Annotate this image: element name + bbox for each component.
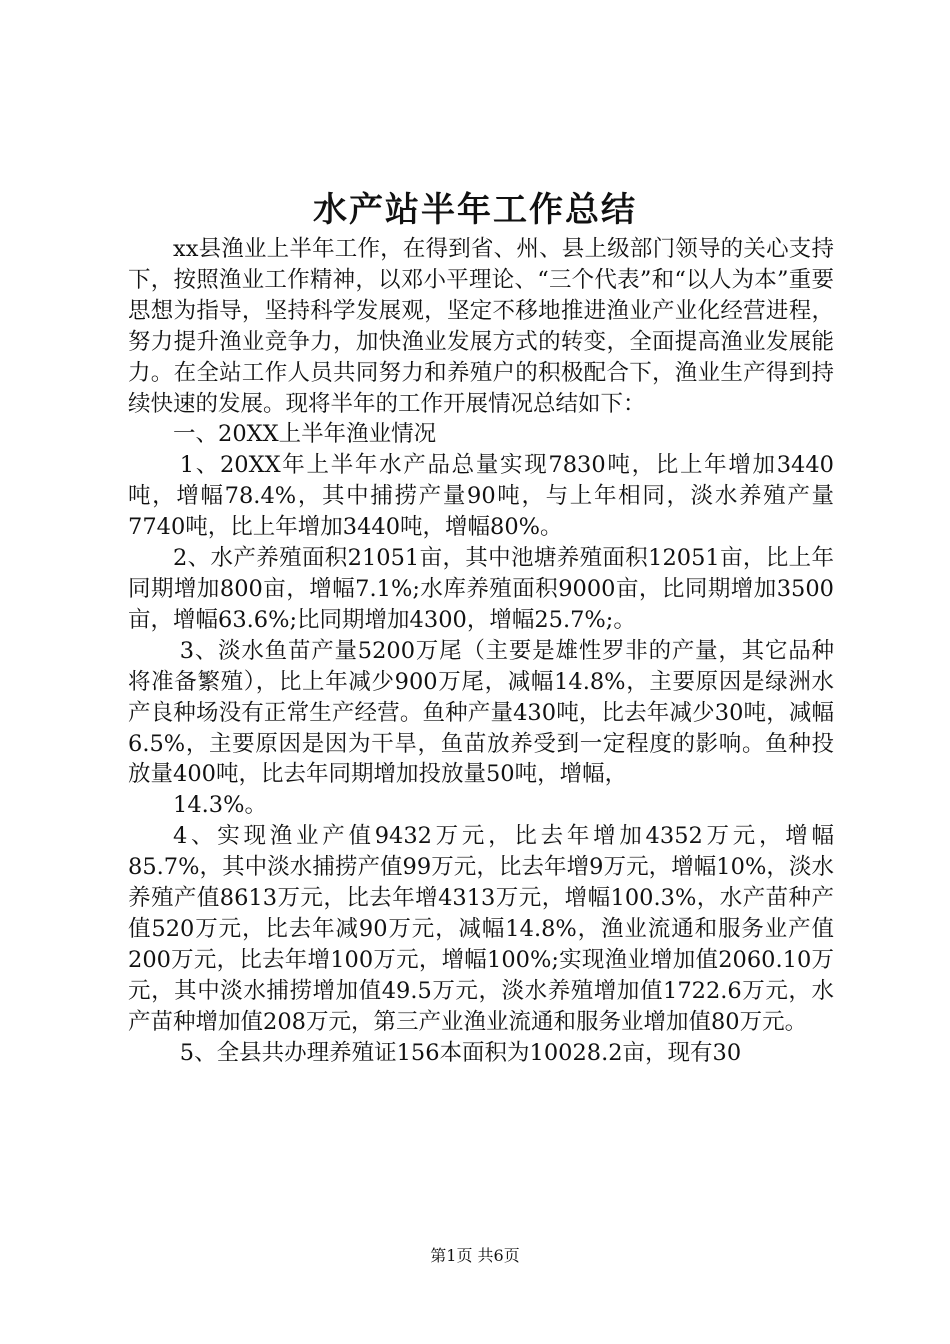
paragraph-item-5: 5、全县共办理养殖证156本面积为10028.2亩，现有30 bbox=[179, 1039, 742, 1066]
document-title: 水产站半年工作总结 bbox=[313, 190, 637, 230]
paragraph-intro: xx县渔业上半年工作，在得到省、州、县上级部门领导的关心支持下，按照渔业工作精神，以邓小平理论、“三个代表”和“以人为本”重要思想为指导，坚持科学发展观，坚定不移地推进渔业产业化经营进程，努力提升渔业竞争力，加快渔业发展方式的转变，全面提高渔业发展能力。在全站工作人员共同努力和养殖户的积极配合下，渔业生产得到持续快速的发展。现将半年的工作开展情况总结如下： bbox=[128, 236, 834, 417]
paragraph-item-2: 2、水产养殖面积21051亩，其中池塘养殖面积12051亩，比上年同期增加800亩，增幅7.1%;水库养殖面积9000亩，比同期增加3500亩，增幅63.6%;比同期增加4300，增幅25.7%;。 bbox=[128, 545, 834, 633]
document-body bbox=[128, 234, 834, 1068]
paragraph-item-3-continuation: 14.3%。 bbox=[173, 792, 267, 819]
paragraph-item-1: 1、20XX年上半年水产品总量实现7830吨，比上年增加3440吨，增幅78.4%，其中捕捞产量90吨，与上年相同，淡水养殖产量7740吨，比上年增加3440吨，增幅80%。 bbox=[128, 452, 834, 541]
paragraph-item-3: 3、淡水鱼苗产量5200万尾（主要是雄性罗非的产量，其它品种将准备繁殖），比上年减少900万尾，减幅14.8%，主要原因是绿洲水产良种场没有正常生产经营。鱼种产量430吨，比去年减少30吨，减幅6.5%，主要原因是因为干旱，鱼苗放养受到一定程度的影响。鱼种投放量400吨，比去年同期增加投放量50吨，增幅， bbox=[128, 637, 834, 788]
section-heading: 一、20XX上半年渔业情况 bbox=[173, 421, 437, 448]
paragraph-item-4: 4、实现渔业产值9432万元，比去年增加4352万元，增幅85.7%，其中淡水捕捞产值99万元，比去年增9万元，增幅10%，淡水养殖产值8613万元，比去年增4313万元，增幅100.3%，水产苗种产值520万元，比去年减90万元，减幅14.8%，渔业流通和服务业产值200万元，比去年增100万元，增幅100%;实现渔业增加值2060.10万元，其中淡水捕捞增加值49.5万元，淡水养殖增加值1722.6万元，水产苗种增加值208万元，第三产业渔业流通和服务业增加值80万元。 bbox=[128, 823, 834, 1035]
page-number-footer: 第1页 共6页 bbox=[430, 1246, 520, 1265]
